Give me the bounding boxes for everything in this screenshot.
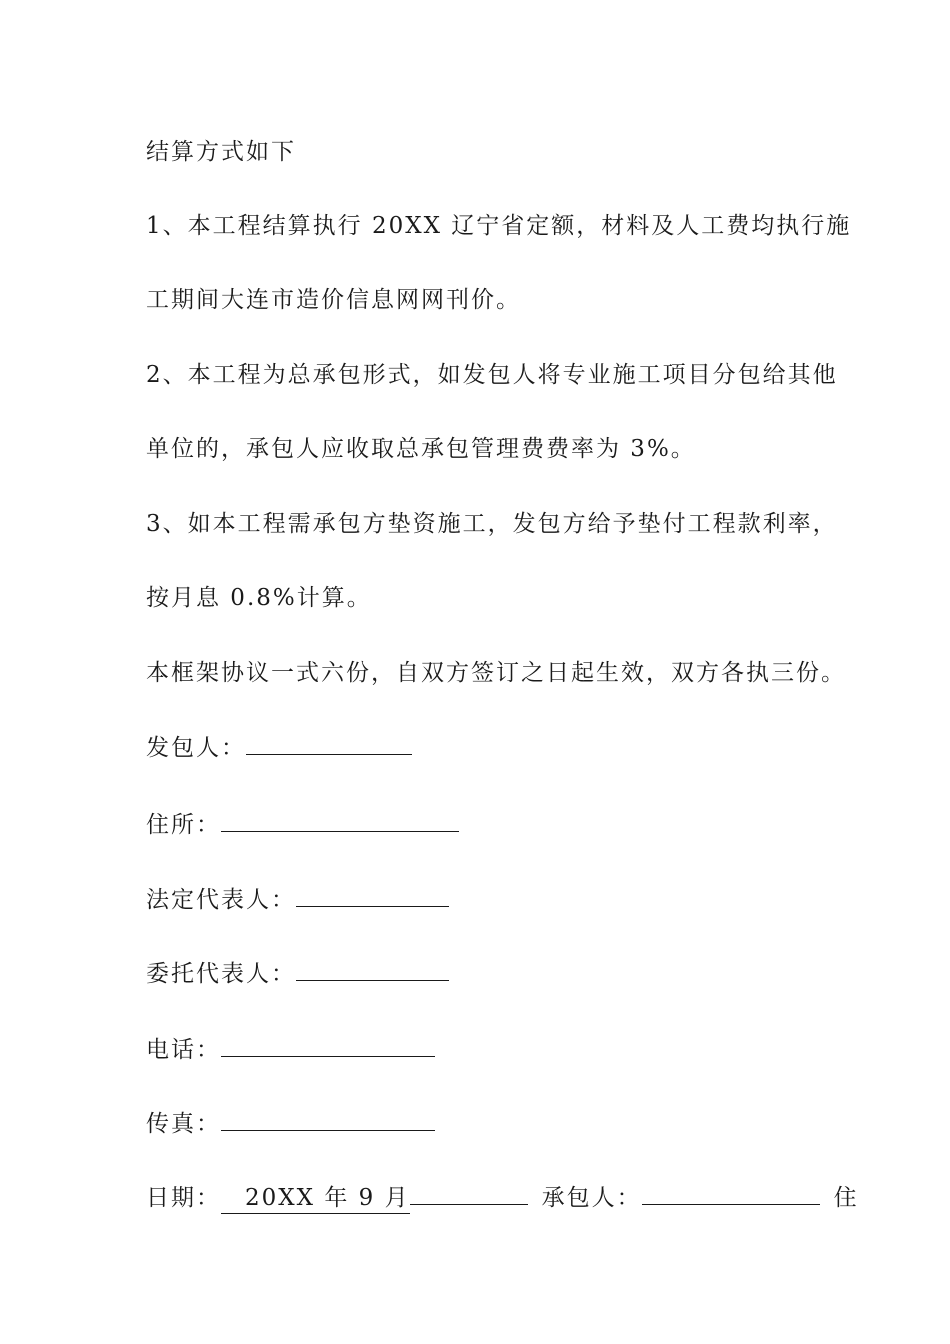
legal-representative-field xyxy=(146,884,449,915)
clause-3-line-1: 3、如本工程需承包方垫资施工，发包方给予垫付工程款利率， xyxy=(146,511,838,537)
trailing-address-label: 住 xyxy=(833,1185,859,1211)
entrusted-representative-label: 委托代表人： xyxy=(146,961,296,987)
legal-representative-blank[interactable] xyxy=(296,884,449,907)
clause-3-line-2: 按月息 0.8%计算。 xyxy=(146,585,372,611)
section-heading: 结算方式如下 xyxy=(146,139,296,165)
contractee-blank[interactable] xyxy=(642,1182,820,1205)
date-and-contractee-field xyxy=(146,1182,859,1214)
date-trailing-blank[interactable] xyxy=(410,1182,528,1205)
legal-representative-label: 法定代表人： xyxy=(146,887,296,913)
fax-label: 传真： xyxy=(146,1111,221,1137)
fax-field xyxy=(146,1108,435,1139)
contractee-label: 承包人： xyxy=(541,1185,642,1211)
clause-2-line-2: 单位的，承包人应收取总承包管理费费率为 3%。 xyxy=(146,436,696,462)
clause-1-line-1: 1、本工程结算执行 20XX 辽宁省定额，材料及人工费均执行施 xyxy=(146,213,852,239)
address-label: 住所： xyxy=(146,812,221,838)
agreement-copies-statement: 本框架协议一式六份，自双方签订之日起生效，双方各执三份。 xyxy=(146,660,846,686)
contractor-blank[interactable] xyxy=(246,732,412,755)
clause-2-line-1: 2、本工程为总承包形式，如发包人将专业施工项目分包给其他 xyxy=(146,362,838,388)
phone-blank[interactable] xyxy=(221,1034,435,1057)
address-blank[interactable] xyxy=(221,809,459,832)
clause-1-line-2: 工期间大连市造价信息网网刊价。 xyxy=(146,287,521,313)
address-field xyxy=(146,809,459,840)
contractor-label: 发包人： xyxy=(146,735,246,761)
phone-label: 电话： xyxy=(146,1037,221,1063)
entrusted-representative-blank[interactable] xyxy=(296,958,449,981)
contractor-field xyxy=(146,732,412,763)
fax-blank[interactable] xyxy=(221,1108,435,1131)
phone-field xyxy=(146,1034,435,1065)
date-value[interactable]: 20XX 年 9 月 xyxy=(221,1183,410,1214)
entrusted-representative-field xyxy=(146,958,449,989)
date-label: 日期： xyxy=(146,1185,221,1211)
